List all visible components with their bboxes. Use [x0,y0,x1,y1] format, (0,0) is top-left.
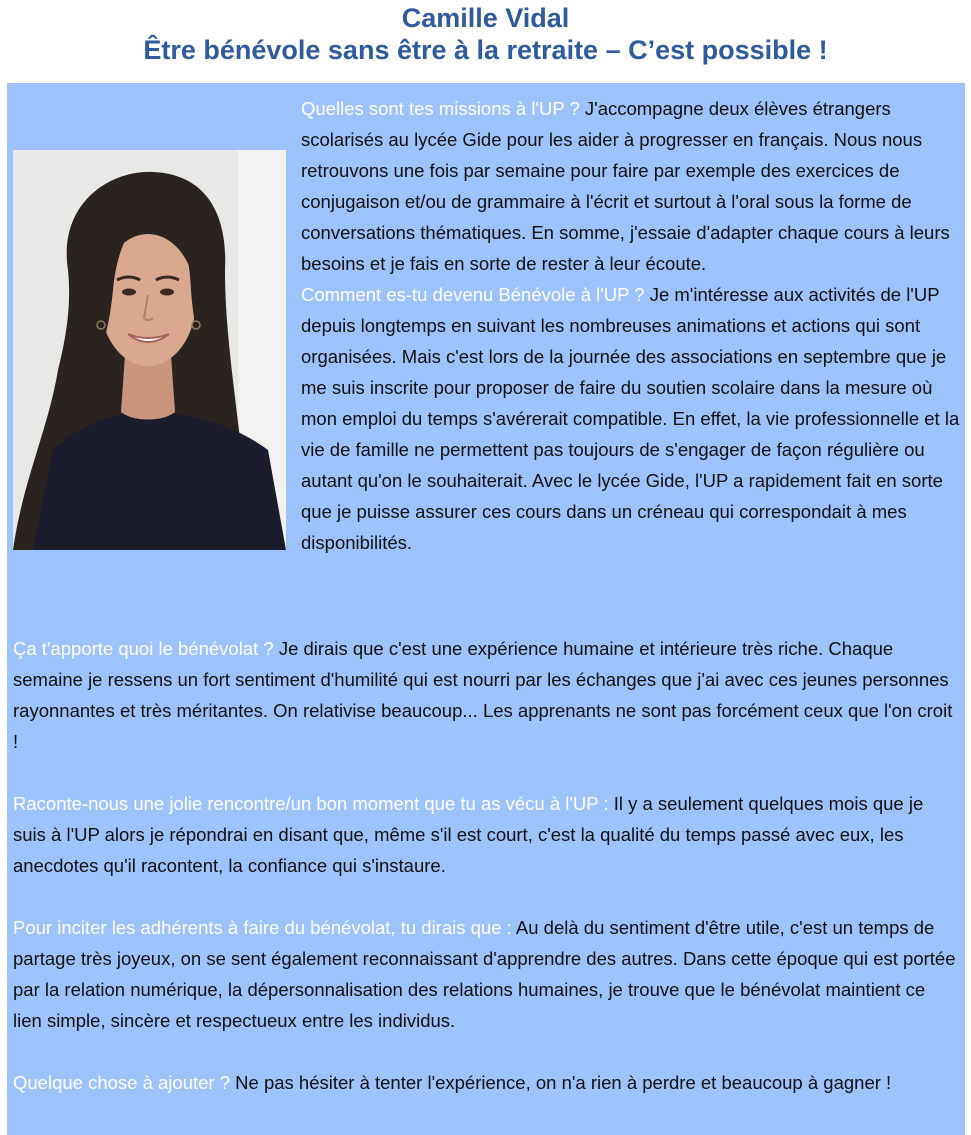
portrait-photo [13,150,286,550]
portrait-photo-icon [13,150,286,550]
question-how-became-volunteer: Comment es-tu devenu Bénévole à l'UP ? [301,284,645,305]
question-nice-moment: Raconte-nous une jolie rencontre/un bon moment que tu as vécu à l'UP : [13,793,609,814]
answer-anything-to-add: Ne pas hésiter à tenter l'expérience, on n'a rien à perdre et beaucoup à gagner ! [235,1072,892,1093]
answer-encourage-members: Au delà du sentiment d'être utile, c'est un temps de partage très joyeux, on se sent également reconnaissant d'apprendre des autres. Dans cette époque qui est portée par la relation numérique, la dépersonnalisation des relations humaines, je trouve que le bénévolat maintient ce lien simple, sincère et respectueux entre les individus. [13,917,956,1031]
answer-missions: J'accompagne deux élèves étrangers scolarisés au lycée Gide pour les aider à progresser en français. Nous nous retrouvons une fois par semaine pour faire par exemple des exercices de conjugaison et/ou de grammaire à l'écrit et surtout à l'oral sous la forme de conversations thématiques. En somme, j'essaie d'adapter chaque cours à leurs besoins et je fais en sorte de rester à leur écoute. [301,98,950,274]
article-title: Être bénévole sans être à la retraite – C’est possible ! [143,35,828,65]
interview-item-4 [13,788,957,881]
question-anything-to-add: Quelque chose à ajouter ? [13,1072,231,1093]
question-missions: Quelles sont tes missions à l'UP ? [301,98,580,119]
interview-item-2 [301,279,961,558]
answer-nice-moment: Il y a seulement quelques mois que je suis à l'UP alors je répondrai en disant que, même s'il est court, c'est la qualité du temps passé avec eux, les anecdotes qu'il racontent, la confiance qui s'instaure. [13,793,924,876]
interview-intro-text [301,93,961,558]
interview-item-1 [301,93,961,279]
page-header [0,0,971,66]
interview-item-3 [13,633,957,757]
interview-item-5 [13,912,957,1036]
question-what-it-brings: Ça t'apporte quoi le bénévolat ? [13,638,274,659]
question-encourage-members: Pour inciter les adhérents à faire du bénévolat, tu dirais que : [13,917,512,938]
answer-how-became-volunteer: Je m'intéresse aux activités de l'UP depuis longtemps en suivant les nombreuses animations et actions qui sont organisées. Mais c'est lors de la journée des associations en septembre que je me suis inscrite pour proposer de faire du soutien scolaire dans la mesure où mon emploi du temps s'avérerait compatible. En effet, la vie professionnelle et la vie de famille ne permettent pas toujours de s'engager de façon régulière ou autant qu'on le souhaiterait. Avec le lycée Gide, l'UP a rapidement fait en sorte que je puisse assurer ces cours dans un créneau qui correspondait à mes disponibilités. [301,284,960,553]
person-name: Camille Vidal [401,3,570,33]
interview-panel [7,83,965,1135]
answer-what-it-brings: Je dirais que c'est une expérience humaine et intérieure très riche. Chaque semaine je ressens un fort sentiment d'humilité qui est nourri par les échanges que j'ai avec ces jeunes personnes rayonnantes et très méritantes. On relativise beaucoup... Les apprenants ne sont pas forcément ceux que l'on croit ! [13,638,953,752]
interview-item-6 [13,1067,957,1098]
